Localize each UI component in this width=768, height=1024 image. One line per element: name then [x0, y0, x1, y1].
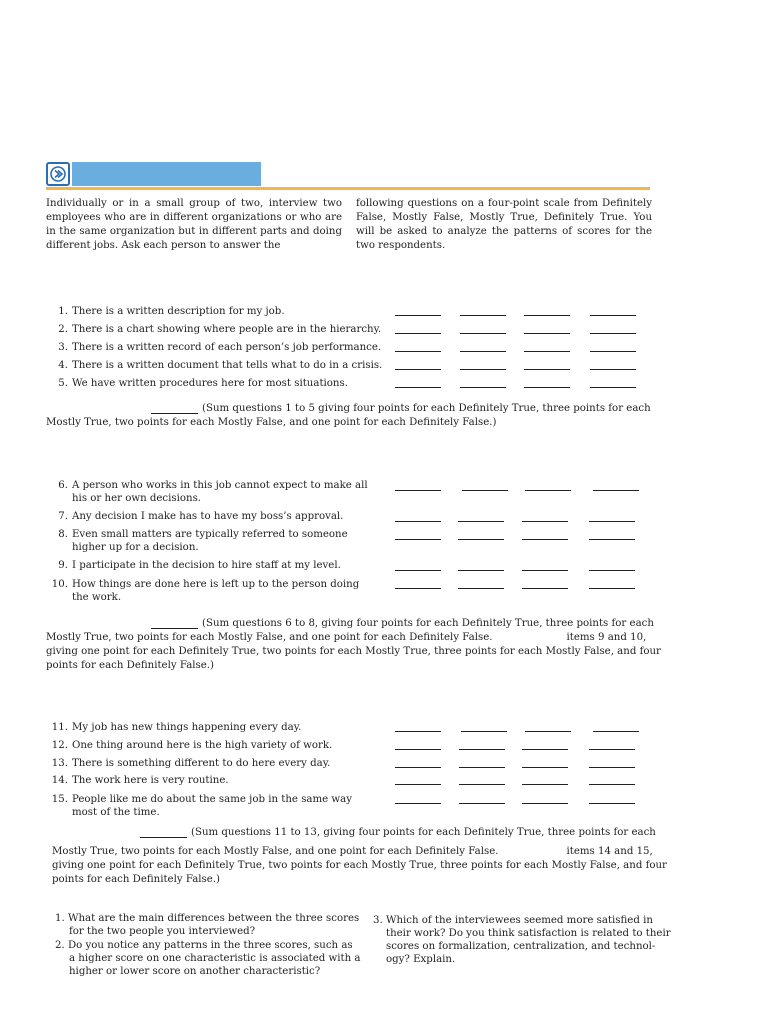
- question-14: 14. The work here is very routine.: [51, 775, 229, 786]
- answer-blank[interactable]: [590, 351, 636, 352]
- answer-blank[interactable]: [589, 521, 635, 522]
- header-rule: [46, 187, 650, 190]
- section2-note-line4: points for each Definitely False.): [46, 660, 215, 671]
- answer-blank[interactable]: [589, 784, 635, 785]
- question-12: 12. One thing around here is the high variety of work.: [51, 740, 333, 751]
- answer-blank[interactable]: [395, 749, 441, 750]
- answer-blank[interactable]: [395, 521, 441, 522]
- question-13: 13. There is something different to do here every day.: [51, 758, 331, 769]
- answer-blank[interactable]: [525, 731, 571, 732]
- answer-blank[interactable]: [589, 539, 635, 540]
- answer-blank[interactable]: [524, 315, 570, 316]
- answer-blank[interactable]: [462, 490, 508, 491]
- intro-left: Individually or in a small group of two, interview two employees who are in different organizations or who are in the same organization but in different parts and doing different jobs. Ask each person to answer the: [46, 198, 342, 251]
- answer-blank[interactable]: [522, 784, 568, 785]
- section2-note-line1: (Sum questions 6 to 8, giving four points for each Definitely True, three points for each: [202, 618, 654, 629]
- answer-blank[interactable]: [590, 369, 636, 370]
- section3-note-line3: giving one point for each Definitely True, two points for each Mostly True, three points for each Mostly False, and four: [52, 860, 667, 871]
- question-3: 3. There is a written record of each person’s job performance.: [58, 342, 382, 353]
- answer-blank[interactable]: [590, 387, 636, 388]
- answer-blank[interactable]: [593, 490, 639, 491]
- answer-blank[interactable]: [395, 803, 441, 804]
- answer-blank[interactable]: [395, 767, 441, 768]
- answer-blank[interactable]: [589, 803, 635, 804]
- answer-blank[interactable]: [395, 315, 441, 316]
- answer-blank[interactable]: [522, 539, 568, 540]
- question-8: 8. Even small matters are typically referred to someone higher up for a decision.: [58, 529, 348, 553]
- answer-blank[interactable]: [522, 570, 568, 571]
- question-1: 1. There is a written description for my job.: [58, 306, 285, 317]
- answer-blank[interactable]: [525, 490, 571, 491]
- intro-right: following questions on a four-point scale from Definitely False, Mostly False, Mostly True, Definitely True. You will be asked to analyze the patterns of scores for the two respondents.: [356, 198, 652, 251]
- answer-blank[interactable]: [589, 749, 635, 750]
- answer-blank[interactable]: [395, 539, 441, 540]
- section1-note-line1: (Sum questions 1 to 5 giving four points for each Definitely True, three points for each: [202, 403, 651, 414]
- answer-blank[interactable]: [459, 767, 505, 768]
- answer-blank[interactable]: [522, 767, 568, 768]
- section2-note-line2: Mostly True, two points for each Mostly False, and one point for each Definitely False. items 9 and 10,: [46, 632, 647, 643]
- answer-blank[interactable]: [524, 387, 570, 388]
- answer-blank[interactable]: [395, 731, 441, 732]
- question-15: 15. People like me do about the same job in the same way most of the time.: [51, 794, 352, 818]
- answer-blank[interactable]: [460, 333, 506, 334]
- answer-blank[interactable]: [459, 784, 505, 785]
- answer-blank[interactable]: [522, 588, 568, 589]
- answer-blank[interactable]: [589, 767, 635, 768]
- answer-blank[interactable]: [590, 333, 636, 334]
- question-10: 10. How things are done here is left up to the person doing the work.: [51, 579, 360, 603]
- discussion-question-3: 3. Which of the interviewees seemed more satisfied in their work? Do you think satisfaction is related to their scores on formalization, centralization, and technol- ogy? Explain.: [373, 915, 671, 965]
- section1-note-line2: Mostly True, two points for each Mostly False, and one point for each Definitely False.): [46, 417, 497, 428]
- section3-note-line2: Mostly True, two points for each Mostly False, and one point for each Definitely False. items 14 and 15,: [52, 846, 653, 857]
- answer-blank[interactable]: [458, 588, 504, 589]
- score-blank-1[interactable]: [151, 413, 198, 414]
- answer-blank[interactable]: [524, 333, 570, 334]
- answer-blank[interactable]: [458, 570, 504, 571]
- answer-blank[interactable]: [524, 369, 570, 370]
- discussion-question-1: 1. What are the main differences between the three scores for the two people you interviewed?: [55, 913, 360, 937]
- answer-blank[interactable]: [459, 749, 505, 750]
- answer-blank[interactable]: [460, 351, 506, 352]
- question-5: 5. We have written procedures here for most situations.: [58, 378, 348, 389]
- answer-blank[interactable]: [590, 315, 636, 316]
- answer-blank[interactable]: [522, 521, 568, 522]
- answer-blank[interactable]: [522, 803, 568, 804]
- answer-blank[interactable]: [524, 351, 570, 352]
- answer-blank[interactable]: [460, 315, 506, 316]
- score-blank-3[interactable]: [140, 837, 187, 838]
- answer-blank[interactable]: [395, 333, 441, 334]
- question-4: 4. There is a written document that tells what to do in a crisis.: [58, 360, 383, 371]
- answer-blank[interactable]: [395, 784, 441, 785]
- question-9: 9. I participate in the decision to hire staff at my level.: [58, 560, 341, 571]
- answer-blank[interactable]: [395, 570, 441, 571]
- question-2: 2. There is a chart showing where people are in the hierarchy.: [58, 324, 382, 335]
- answer-blank[interactable]: [395, 490, 441, 491]
- answer-blank[interactable]: [395, 588, 441, 589]
- discussion-question-2: 2. Do you notice any patterns in the three scores, such as a higher score on one characteristic is associated with a higher or lower score on another characteristic?: [55, 940, 361, 977]
- answer-blank[interactable]: [395, 387, 441, 388]
- question-11: 11. My job has new things happening every day.: [51, 722, 302, 733]
- answer-blank[interactable]: [395, 351, 441, 352]
- section2-note-line3: giving one point for each Definitely True, two points for each Mostly True, three points for each Mostly False, and four: [46, 646, 661, 657]
- answer-blank[interactable]: [589, 570, 635, 571]
- section3-note-line1: (Sum questions 11 to 13, giving four points for each Definitely True, three points for each: [191, 827, 656, 838]
- answer-blank[interactable]: [458, 539, 504, 540]
- answer-blank[interactable]: [460, 387, 506, 388]
- answer-blank[interactable]: [460, 369, 506, 370]
- answer-blank[interactable]: [589, 588, 635, 589]
- answer-blank[interactable]: [593, 731, 639, 732]
- score-blank-2[interactable]: [151, 628, 198, 629]
- section3-note-line4: points for each Definitely False.): [52, 874, 221, 885]
- arrow-right-circle-icon: [46, 162, 70, 186]
- header-bar: [72, 162, 261, 186]
- answer-blank[interactable]: [461, 731, 507, 732]
- question-6: 6. A person who works in this job cannot expect to make all his or her own decisions.: [58, 480, 368, 504]
- answer-blank[interactable]: [522, 749, 568, 750]
- question-7: 7. Any decision I make has to have my boss’s approval.: [58, 511, 344, 522]
- answer-blank[interactable]: [458, 521, 504, 522]
- answer-blank[interactable]: [395, 369, 441, 370]
- answer-blank[interactable]: [459, 803, 505, 804]
